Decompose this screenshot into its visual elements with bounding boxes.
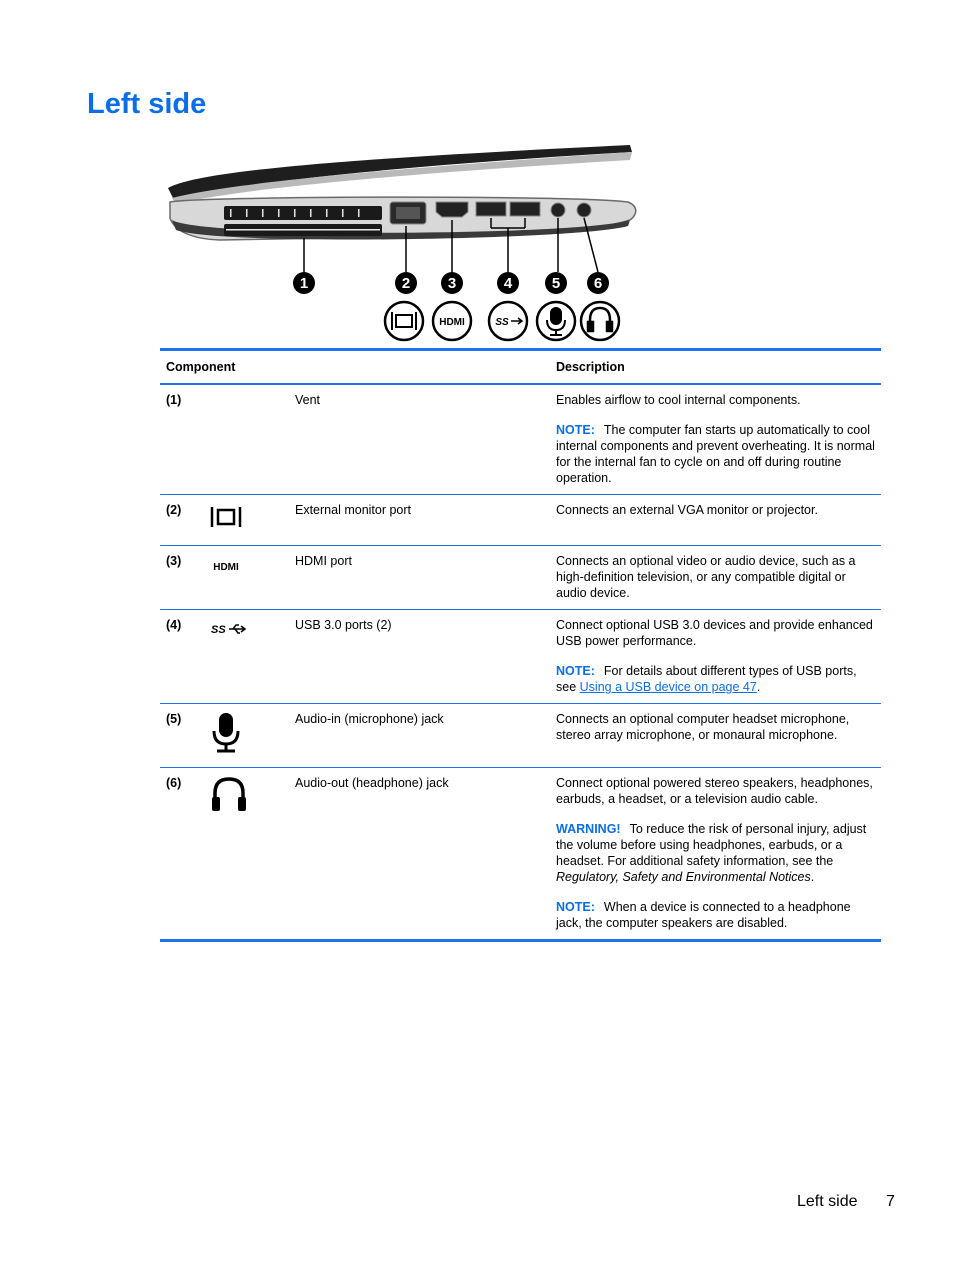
footer-section-title: Left side xyxy=(797,1193,858,1210)
column-header-component: Component xyxy=(160,350,550,385)
warning-text: To reduce the risk of personal injury, adjust the volume before using headphones, earbuds, or a headset. For additional safety information, see the xyxy=(556,822,867,868)
row-component-name: Audio-in (microphone) jack xyxy=(289,704,550,768)
row-description xyxy=(550,546,881,610)
note-text-end: . xyxy=(756,680,761,694)
note-text: When a device is connected to a headphone jack, the computer speakers are disabled. xyxy=(556,900,851,930)
row-number: (3) xyxy=(160,546,203,610)
laptop-left-side-illustration xyxy=(160,140,640,345)
usb3-icon xyxy=(495,317,522,328)
hdmi-port xyxy=(436,202,468,217)
external-monitor-icon xyxy=(209,506,243,528)
row-description xyxy=(550,704,881,768)
note-text: The computer fan starts up automatically to cool internal components and prevent overheating. It is normal for the internal fan to cycle on and off during routine operation. xyxy=(556,423,875,485)
row-number: (2) xyxy=(160,495,203,546)
description-text: Connects an optional video or audio device, such as a high-definition television, or any compatible digital or audio device. xyxy=(556,554,856,600)
callout-6: 6 xyxy=(593,275,603,292)
external-monitor-icon xyxy=(392,312,416,330)
warning-label: WARNING! xyxy=(556,822,621,836)
headphone-jack xyxy=(577,203,591,217)
note-block xyxy=(556,422,875,486)
row-component-name: USB 3.0 ports (2) xyxy=(289,610,550,704)
description-text: Connects an optional computer headset microphone, stereo array microphone, or monaural microphone. xyxy=(556,712,850,742)
description-text: Connect optional powered stereo speakers, headphones, earbuds, a headset, or a television audio cable. xyxy=(556,776,873,806)
description-text: Connects an external VGA monitor or projector. xyxy=(556,503,818,517)
row-description xyxy=(550,610,881,704)
description-text: Connect optional USB 3.0 devices and provide enhanced USB power performance. xyxy=(556,618,873,648)
row-number: (6) xyxy=(160,768,203,941)
row-number: (1) xyxy=(160,384,203,495)
components-table xyxy=(160,348,881,942)
hdmi-icon: HDMI xyxy=(439,317,465,328)
table-row xyxy=(160,768,881,941)
table-row xyxy=(160,384,881,495)
warning-text-end: . xyxy=(810,870,815,884)
description-text: Enables airflow to cool internal components. xyxy=(556,393,801,407)
svg-text:HDMI: HDMI xyxy=(213,562,239,573)
page-number: 7 xyxy=(886,1193,895,1210)
external-monitor-icon-circle xyxy=(385,302,423,340)
usb-port-2 xyxy=(510,202,540,216)
page-title: Left side xyxy=(87,88,207,120)
callout-1: 1 xyxy=(299,275,309,292)
microphone-icon xyxy=(209,711,243,755)
microphone-icon xyxy=(547,308,565,335)
row-component-name: Vent xyxy=(289,384,550,495)
row-number: (5) xyxy=(160,704,203,768)
row-description xyxy=(550,768,881,941)
usb-device-link[interactable]: Using a USB device on page 47 xyxy=(579,680,757,694)
callout-3: 3 xyxy=(447,275,457,292)
regulatory-notices-title: Regulatory, Safety and Environmental Notices xyxy=(556,870,811,884)
callout-4: 4 xyxy=(503,275,513,292)
table-row xyxy=(160,610,881,704)
hdmi-icon xyxy=(209,558,243,574)
column-header-description: Description xyxy=(550,350,881,385)
row-icon-cell xyxy=(203,384,289,495)
callout-5: 5 xyxy=(551,275,561,292)
microphone-jack xyxy=(551,203,565,217)
row-number: (4) xyxy=(160,610,203,704)
usb3-icon xyxy=(209,621,249,637)
row-description xyxy=(550,384,881,495)
note-label: NOTE: xyxy=(556,900,595,914)
usb-port-1 xyxy=(476,202,506,216)
table-row xyxy=(160,704,881,768)
table-row xyxy=(160,546,881,610)
callout-2: 2 xyxy=(401,275,411,292)
row-component-name: Audio-out (headphone) jack xyxy=(289,768,550,941)
note-label: NOTE: xyxy=(556,423,595,437)
note-text: For details about different types of USB ports, see xyxy=(556,664,857,694)
svg-text:SS: SS xyxy=(211,624,226,636)
warning-block xyxy=(556,821,875,885)
row-component-name: HDMI port xyxy=(289,546,550,610)
table-header-row xyxy=(160,350,881,385)
row-description xyxy=(550,495,881,546)
note-label: NOTE: xyxy=(556,664,595,678)
row-component-name: External monitor port xyxy=(289,495,550,546)
table-row xyxy=(160,495,881,546)
svg-text:SS: SS xyxy=(495,317,509,328)
note-block xyxy=(556,663,875,695)
note-block xyxy=(556,899,875,931)
headphone-icon xyxy=(209,775,249,813)
headphone-icon xyxy=(588,308,612,331)
